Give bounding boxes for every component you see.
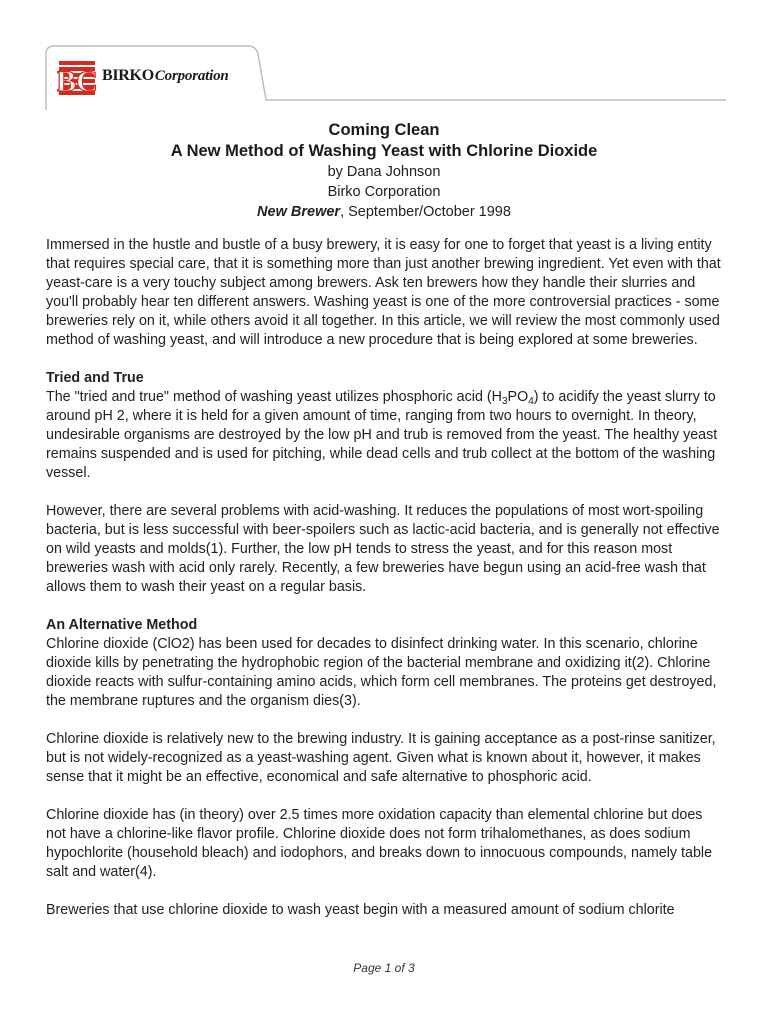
article-subtitle: A New Method of Washing Yeast with Chlorine Dioxide [170,142,598,160]
company-name [102,68,229,84]
formula-part: H [491,389,502,405]
svg-text:BC: BC [57,65,97,98]
alternative-method-paragraph-4: Breweries that use chlorine dioxide to wash yeast begin with a measured amount of sodium chlorite [46,902,675,918]
alternative-method-paragraph-1: Chlorine dioxide (ClO2) has been used for decades to disinfect drinking water. In this scenario, chlorine dioxide kills by penetrating the hydrophobic region of the bacterial membrane and oxidizing it(2). Chlorine dioxide reacts with sulfur-containing amino acids, which form cell membranes. The proteins get destroyed, the membrane ruptures and the organism dies(3). [46,636,717,709]
paragraph-text: ) to acidify the yeast slurry to around pH 2, where it is held for a given amount of time, ranging from two hours to overnight. In theory, undesirable organisms are destroyed by the low pH and trub is removed from the yeast. The healthy yeast remains suspended and is used for pitching, while dead cells and trub collect at the bottom of the washing vessel. [46,389,718,481]
article-title: Coming Clean [328,121,440,139]
formula-part: PO [507,389,529,405]
article-body [46,236,726,939]
section-heading-alternative-method: An Alternative Method [46,617,198,633]
article-publication-line [0,202,768,222]
birko-logo-icon [57,58,97,98]
tried-and-true-paragraph-1 [46,388,726,483]
paragraph-text: The "tried and true" method of washing yeast utilizes phosphoric acid ( [46,389,492,405]
tried-and-true-paragraph-2: However, there are several problems with acid-washing. It reduces the populations of most wort-spoiling bacteria, but is less successful with beer-spoilers such as lactic-acid bacteria, and is generally not effective on wild yeasts and molds(1). Further, the low pH tends to stress the yeast, and for this reason most breweries wash with acid only rarely. Recently, a few breweries have begun using an acid-free wash that allows them to wash their yeast on a regular basis. [46,503,720,595]
section-heading-tried-and-true: Tried and True [46,370,144,386]
formula-subscript: 3 [501,396,508,407]
article-organization: Birko Corporation [327,184,441,200]
publication-name: New Brewer [257,204,341,220]
intro-paragraph: Immersed in the hustle and bustle of a busy brewery, it is easy for one to forget that yeast is a living entity that requires special care, that it is something more than just another brewing ingredient. Yet even with that yeast-care is a very touchy subject among brewers. Ask ten brewers how they handle their slurries and you'll probably hear ten different answers. Washing yeast is one of the more controversial practices - some breweries rely on it, while others avoid it all together. In this article, we will review the most commonly used method of washing yeast, and will introduce a new procedure that is being explored at some breweries. [46,237,721,348]
alternative-method-paragraph-3: Chlorine dioxide has (in theory) over 2.5 times more oxidation capacity than elemental chlorine but does not have a chlorine-like flavor profile. Chlorine dioxide does not form trihalomethanes, as does sodium hypochlorite (household bleach) and iodophors, and breaks down to innocuous compounds, namely table salt and water(4). [46,807,713,880]
formula-subscript: 4 [528,396,534,407]
article-header [0,120,768,222]
page-number: Page 1 of 3 [353,961,415,975]
letterhead-tab-outline [0,0,768,110]
alternative-method-paragraph-2: Chlorine dioxide is relatively new to the brewing industry. It is gaining acceptance as a post-rinse sanitizer, but is not widely-recognized as a yeast-washing agent. Given what is known about it, however, it makes sense that it might be an effective, economical and safe alternative to phosphoric acid. [46,731,716,785]
letterhead [0,0,768,110]
publication-issue: , September/October 1998 [340,204,511,220]
company-name-suffix: Corporation [154,68,229,84]
article-byline: by Dana Johnson [327,164,441,180]
company-name-main: BIRKO [102,67,154,84]
